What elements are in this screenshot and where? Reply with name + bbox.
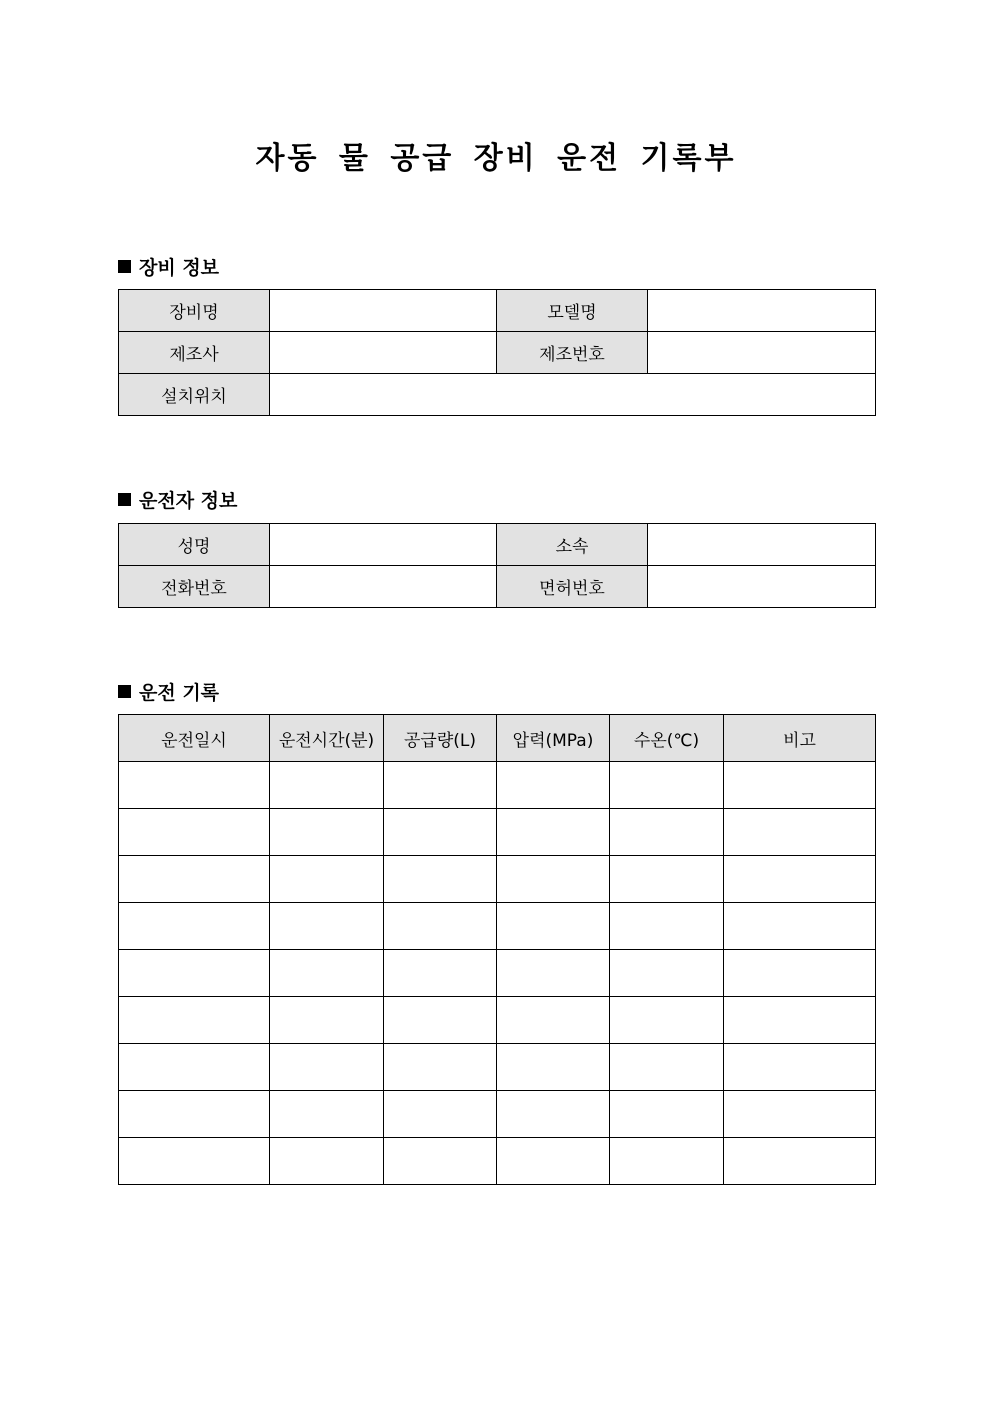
cell-remarks[interactable] <box>724 997 876 1044</box>
license-number-label: 면허번호 <box>497 566 648 608</box>
cell-pressure[interactable] <box>497 809 610 856</box>
log-table-body <box>119 762 876 1185</box>
table-row <box>119 566 876 608</box>
cell-remarks[interactable] <box>724 809 876 856</box>
table-row <box>119 1044 876 1091</box>
serial-number-label: 제조번호 <box>497 332 648 374</box>
cell-duration[interactable] <box>270 762 384 809</box>
table-row <box>119 950 876 997</box>
manufacturer-field[interactable] <box>270 332 497 374</box>
operator-heading-text: 운전자 정보 <box>139 490 238 512</box>
cell-water-temp[interactable] <box>610 903 724 950</box>
cell-remarks[interactable] <box>724 1091 876 1138</box>
cell-remarks[interactable] <box>724 1044 876 1091</box>
cell-pressure[interactable] <box>497 950 610 997</box>
table-row <box>119 524 876 566</box>
cell-datetime[interactable] <box>119 809 270 856</box>
operator-name-field[interactable] <box>270 524 497 566</box>
phone-field[interactable] <box>270 566 497 608</box>
cell-pressure[interactable] <box>497 1091 610 1138</box>
cell-remarks[interactable] <box>724 762 876 809</box>
cell-supply-volume[interactable] <box>384 903 497 950</box>
cell-supply-volume[interactable] <box>384 1091 497 1138</box>
cell-datetime[interactable] <box>119 1091 270 1138</box>
phone-label: 전화번호 <box>119 566 270 608</box>
table-row <box>119 997 876 1044</box>
cell-supply-volume[interactable] <box>384 950 497 997</box>
black-square-icon <box>118 685 131 698</box>
cell-water-temp[interactable] <box>610 856 724 903</box>
cell-datetime[interactable] <box>119 762 270 809</box>
cell-supply-volume[interactable] <box>384 856 497 903</box>
column-header-duration: 운전시간(분) <box>270 715 384 762</box>
cell-pressure[interactable] <box>497 997 610 1044</box>
cell-water-temp[interactable] <box>610 1044 724 1091</box>
operation-log-table <box>118 714 876 1185</box>
cell-datetime[interactable] <box>119 856 270 903</box>
cell-remarks[interactable] <box>724 903 876 950</box>
column-header-remarks: 비고 <box>724 715 876 762</box>
operator-info-table <box>118 523 876 608</box>
cell-pressure[interactable] <box>497 762 610 809</box>
column-header-datetime: 운전일시 <box>119 715 270 762</box>
cell-water-temp[interactable] <box>610 950 724 997</box>
cell-water-temp[interactable] <box>610 762 724 809</box>
equipment-heading-text: 장비 정보 <box>139 257 220 279</box>
cell-water-temp[interactable] <box>610 1138 724 1185</box>
install-location-label: 설치위치 <box>119 374 270 416</box>
model-name-field[interactable] <box>648 290 876 332</box>
cell-duration[interactable] <box>270 809 384 856</box>
page-title: 자동 물 공급 장비 운전 기록부 <box>255 141 737 176</box>
table-row <box>119 374 876 416</box>
cell-supply-volume[interactable] <box>384 997 497 1044</box>
cell-supply-volume[interactable] <box>384 1138 497 1185</box>
cell-pressure[interactable] <box>497 1044 610 1091</box>
cell-datetime[interactable] <box>119 1138 270 1185</box>
cell-duration[interactable] <box>270 903 384 950</box>
table-row <box>119 762 876 809</box>
operator-name-label: 성명 <box>119 524 270 566</box>
cell-datetime[interactable] <box>119 997 270 1044</box>
cell-datetime[interactable] <box>119 1044 270 1091</box>
serial-number-field[interactable] <box>648 332 876 374</box>
install-location-field[interactable] <box>270 374 876 416</box>
black-square-icon <box>118 493 131 506</box>
cell-duration[interactable] <box>270 1091 384 1138</box>
cell-remarks[interactable] <box>724 856 876 903</box>
cell-supply-volume[interactable] <box>384 809 497 856</box>
cell-water-temp[interactable] <box>610 1091 724 1138</box>
operator-section-heading <box>118 486 237 513</box>
cell-remarks[interactable] <box>724 950 876 997</box>
table-row <box>119 809 876 856</box>
cell-duration[interactable] <box>270 997 384 1044</box>
column-header-supply-volume: 공급량(L) <box>384 715 497 762</box>
equipment-name-label: 장비명 <box>119 290 270 332</box>
log-heading-text: 운전 기록 <box>139 682 220 704</box>
equipment-section-heading <box>118 253 219 280</box>
cell-remarks[interactable] <box>724 1138 876 1185</box>
cell-pressure[interactable] <box>497 1138 610 1185</box>
affiliation-field[interactable] <box>648 524 876 566</box>
cell-datetime[interactable] <box>119 950 270 997</box>
cell-water-temp[interactable] <box>610 809 724 856</box>
cell-pressure[interactable] <box>497 856 610 903</box>
equipment-info-table <box>118 289 876 416</box>
cell-duration[interactable] <box>270 950 384 997</box>
table-header-row <box>119 715 876 762</box>
cell-pressure[interactable] <box>497 903 610 950</box>
cell-supply-volume[interactable] <box>384 1044 497 1091</box>
column-header-pressure: 압력(MPa) <box>497 715 610 762</box>
license-number-field[interactable] <box>648 566 876 608</box>
table-row <box>119 903 876 950</box>
column-header-water-temp: 수온(℃) <box>610 715 724 762</box>
cell-datetime[interactable] <box>119 903 270 950</box>
model-name-label: 모델명 <box>497 290 648 332</box>
cell-duration[interactable] <box>270 1138 384 1185</box>
log-section-heading <box>118 678 219 705</box>
equipment-name-field[interactable] <box>270 290 497 332</box>
cell-supply-volume[interactable] <box>384 762 497 809</box>
cell-duration[interactable] <box>270 1044 384 1091</box>
manufacturer-label: 제조사 <box>119 332 270 374</box>
table-row <box>119 1091 876 1138</box>
black-square-icon <box>118 260 131 273</box>
table-row <box>119 856 876 903</box>
cell-water-temp[interactable] <box>610 997 724 1044</box>
table-row <box>119 1138 876 1185</box>
cell-duration[interactable] <box>270 856 384 903</box>
table-row <box>119 290 876 332</box>
affiliation-label: 소속 <box>497 524 648 566</box>
table-row <box>119 332 876 374</box>
